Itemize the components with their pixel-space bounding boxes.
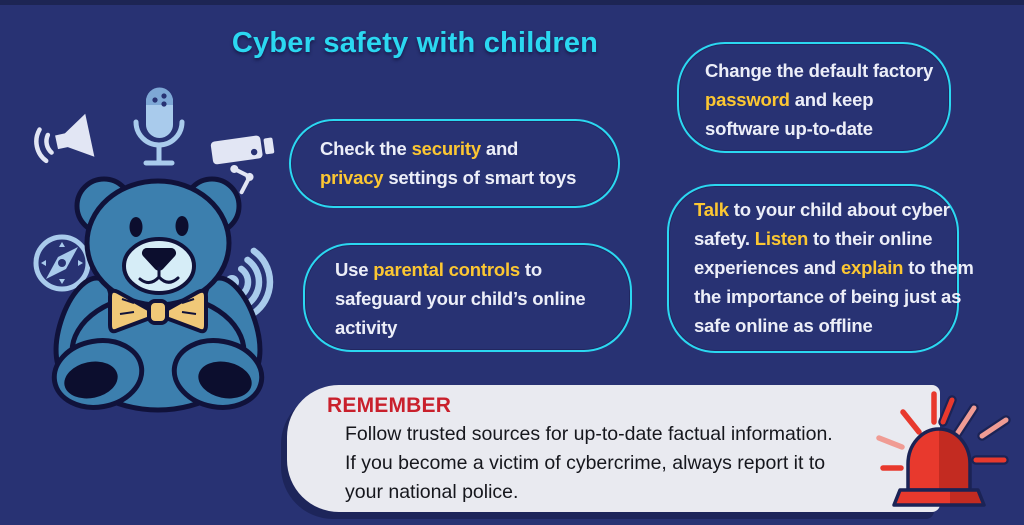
tip-line [705,114,949,143]
remember-panel [287,385,940,512]
teddy-bear-illustration [0,60,300,420]
tip-text: Check the [320,138,412,159]
compass-icon [36,237,88,289]
highlighted-keyword: security [411,138,481,159]
top-edge-strip [0,0,1024,5]
tip-text: software up-to-date [705,118,873,139]
tip-bubble-talk-listen-explain [667,184,974,353]
microphone-icon [136,88,182,164]
tip-text: safeguard your child’s online [335,288,586,309]
tip-text: safe online as offline [694,315,873,336]
remember-line: If you become a victim of cybercrime, always report it to [345,452,826,474]
tip-line [694,253,974,282]
tip-text: the importance of being just as [694,286,962,307]
tip-line [335,255,630,284]
tip-bubble-password [677,42,951,153]
siren-icon [876,386,1024,512]
tip-text: safety. [694,228,755,249]
highlighted-keyword: password [705,89,790,110]
tip-text: Change the default factory [705,60,934,81]
tip-line [335,284,630,313]
highlighted-keyword: Listen [754,228,809,249]
tip-line [694,195,957,224]
tip-line [320,163,618,192]
tip-text: settings of smart toys [383,167,577,188]
tip-line [335,313,630,342]
remember-line: Follow trusted sources for up-to-date factual information. [345,423,833,445]
tip-bubble-smart-toys [289,119,620,208]
page-title: Cyber safety with children [231,27,599,59]
remember-heading: REMEMBER [327,394,452,417]
highlighted-keyword: explain [840,257,904,278]
tip-line [694,224,957,253]
tip-line [705,85,949,114]
tip-line [694,311,957,340]
tip-text: to your child about cyber [728,199,950,220]
highlighted-keyword: privacy [320,167,384,188]
tip-text: to [519,259,542,280]
tip-line [694,282,962,311]
tip-text: to their online [808,228,933,249]
tip-text: to them [903,257,974,278]
speaker-icon [32,114,94,168]
highlighted-keyword: parental controls [373,259,520,280]
tip-bubble-parental-controls [303,243,632,352]
tip-text: Use [335,259,374,280]
tip-line [320,134,618,163]
tip-text: and keep [789,89,874,110]
tip-line [705,56,949,85]
tip-text: experiences and [694,257,841,278]
tip-text: and [480,138,519,159]
tip-text: activity [335,317,398,338]
teddy-bear [45,179,271,414]
remember-line: your national police. [345,481,519,503]
highlighted-keyword: Talk [694,199,729,220]
